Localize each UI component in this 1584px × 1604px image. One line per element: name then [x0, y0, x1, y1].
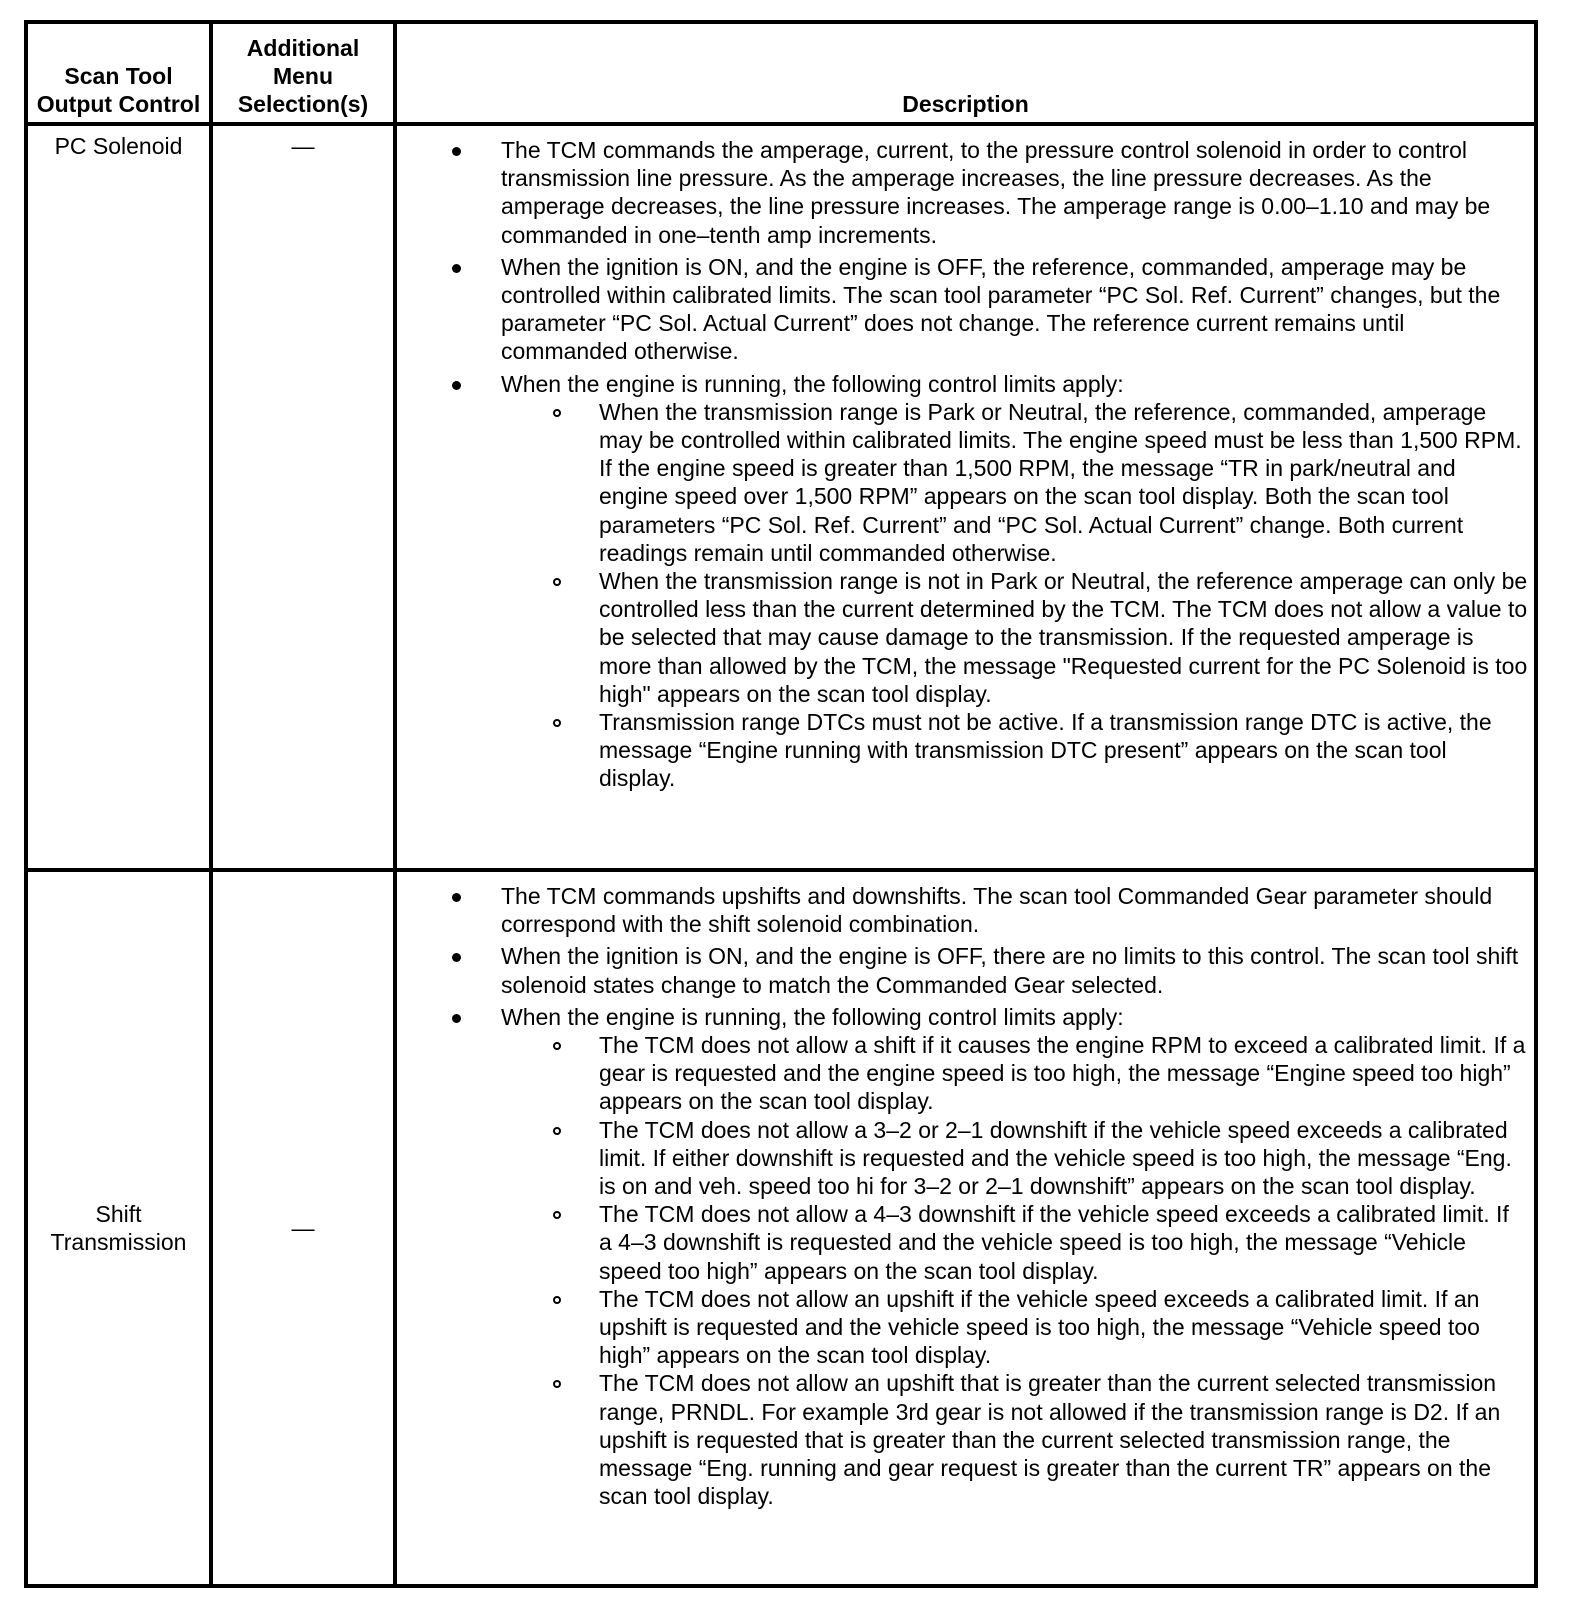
bullet-text: When the ignition is ON, and the engine is OFF, the reference, commanded, amperage may be controlled within calibrated limits. The scan tool parameter “PC Sol. Ref. Current” changes, but the parameter “PC Sol. Actual Current” does not change. The reference current remains until commanded otherwise.	[501, 253, 1501, 365]
bullet-icon	[452, 893, 461, 902]
circle-bullet-icon	[553, 719, 561, 727]
sub-bullet-list	[403, 1031, 1528, 1510]
output-control-table	[24, 20, 1538, 1588]
bullet-icon	[452, 1014, 461, 1023]
header-additional-menu-selections: Additional Menu Selection(s)	[211, 22, 395, 124]
menu-selection: —	[211, 870, 395, 1586]
list-item	[397, 370, 1528, 793]
sub-list-item	[501, 1369, 1528, 1510]
circle-bullet-icon	[553, 1380, 561, 1388]
sub-bullet-text: The TCM does not allow a 4–3 downshift if the vehicle speed exceeds a calibrated limit. If a 4–3 downshift is requested and the vehicle speed is too high, the message “Vehicle speed too high” appears on the scan tool display.	[599, 1201, 1509, 1284]
bullet-icon	[452, 381, 461, 390]
bullet-text: When the engine is running, the following control limits apply:	[501, 370, 1124, 397]
circle-bullet-icon	[553, 1296, 561, 1304]
sub-bullet-list	[403, 398, 1528, 793]
table-row-pc-solenoid	[26, 124, 1536, 870]
control-name: Shift Transmission	[26, 870, 211, 1586]
list-item	[397, 136, 1528, 249]
sub-bullet-text: The TCM does not allow an upshift if the vehicle speed exceeds a calibrated limit. If an upshift is requested and the vehicle speed is too high, the message “Vehicle speed too high” appears on the scan tool display.	[599, 1285, 1480, 1369]
sub-list-item	[501, 1116, 1528, 1201]
sub-list-item	[501, 567, 1528, 708]
circle-bullet-icon	[553, 1042, 561, 1050]
list-item	[397, 882, 1528, 938]
table-row-shift-transmission	[26, 870, 1536, 1586]
circle-bullet-icon	[553, 578, 561, 586]
description-cell	[395, 870, 1536, 1586]
bullet-icon	[452, 953, 461, 962]
sub-bullet-text: The TCM does not allow a shift if it causes the engine RPM to exceed a calibrated limit. If a gear is requested and the engine speed is too high, the message “Engine speed too high” appears on the scan tool display.	[599, 1032, 1526, 1115]
list-item	[397, 942, 1528, 998]
sub-bullet-text: When the transmission range is not in Park or Neutral, the reference amperage can only be controlled less than the current determined by the TCM. The TCM does not allow a value to be selected that may cause damage to the transmission. If the requested amperage is more than allowed by the TCM, the message "Requested current for the PC Solenoid is too high" appears on the scan tool display.	[599, 568, 1528, 707]
sub-list-item	[501, 1285, 1528, 1370]
list-item	[397, 1003, 1528, 1511]
sub-list-item	[501, 1200, 1528, 1285]
sub-bullet-text: Transmission range DTCs must not be active. If a transmission range DTC is active, the message “Engine running with transmission DTC present” appears on the scan tool display.	[599, 709, 1492, 792]
circle-bullet-icon	[553, 1127, 561, 1135]
list-item	[397, 253, 1528, 366]
bullet-text: The TCM commands upshifts and downshifts. The scan tool Commanded Gear parameter should correspond with the shift solenoid combination.	[501, 883, 1493, 938]
bullet-list	[397, 882, 1528, 1510]
sub-bullet-text: The TCM does not allow a 3–2 or 2–1 downshift if the vehicle speed exceeds a calibrated limit. If either downshift is requested and the vehicle speed is too high, the message “Eng. is on and veh. speed too hi for 3–2 or 2–1 downshift” appears on the scan tool display.	[599, 1116, 1512, 1200]
header-scan-tool-output-control: Scan Tool Output Control	[26, 22, 211, 124]
bullet-list	[397, 136, 1528, 793]
sub-bullet-text: When the transmission range is Park or Neutral, the reference, commanded, amperage may be controlled within calibrated limits. The engine speed must be less than 1,500 RPM. If the engine speed is greater than 1,500 RPM, the message “TR in park/neutral and engine speed over 1,500 RPM” appears on the scan tool display. Both the scan tool parameters “PC Sol. Ref. Current” and “PC Sol. Actual Current” change. Both current readings remain until commanded otherwise.	[599, 398, 1522, 566]
bullet-text: When the ignition is ON, and the engine is OFF, there are no limits to this control. The scan tool shift solenoid states change to match the Commanded Gear selected.	[501, 943, 1519, 998]
bullet-text: When the engine is running, the following control limits apply:	[501, 1003, 1124, 1030]
control-name: PC Solenoid	[26, 124, 211, 870]
menu-selection: —	[211, 124, 395, 870]
sub-list-item	[501, 1031, 1528, 1116]
sub-bullet-text: The TCM does not allow an upshift that is greater than the current selected transmission range, PRNDL. For example 3rd gear is not allowed if the transmission range is D2. If an upshift is requested that is greater than the current selected transmission range, the message “Eng. running and gear request is greater than the current TR” appears on the scan tool display.	[599, 1370, 1501, 1510]
bullet-text: The TCM commands the amperage, current, to the pressure control solenoid in order to control transmission line pressure. As the amperage increases, the line pressure decreases. As the amperage decreases, the line pressure increases. The amperage range is 0.00–1.10 and may be commanded in one–tenth amp increments.	[501, 137, 1491, 248]
circle-bullet-icon	[553, 409, 561, 417]
sub-list-item	[501, 708, 1528, 793]
bullet-icon	[452, 147, 461, 156]
sub-list-item	[501, 398, 1528, 567]
header-row	[26, 22, 1536, 124]
bullet-icon	[452, 264, 461, 273]
header-description: Description	[395, 22, 1536, 124]
description-cell	[395, 124, 1536, 870]
circle-bullet-icon	[553, 1211, 561, 1219]
